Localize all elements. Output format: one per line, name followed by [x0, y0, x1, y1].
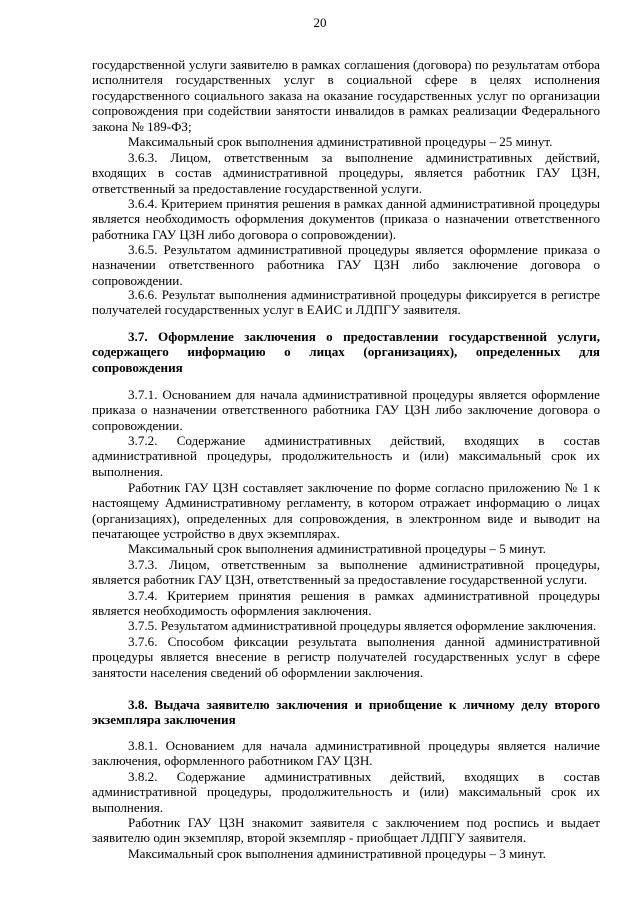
- paragraph-3-7-6: 3.7.6. Способом фиксации результата выполнения данной административной процедуры является внесение в регистр получателей государственных услуг в сфере занятости населения сведений об оформлении заключения.: [92, 634, 600, 680]
- section-heading-3-8: 3.8. Выдача заявителю заключения и приобщение к личному делу второго экземпляра заключения: [92, 697, 600, 728]
- paragraph-3-7-4: 3.7.4. Критерием принятия решения в рамках административной процедуры является необходимость оформления заключения.: [92, 588, 600, 619]
- paragraph-3-6-4: 3.6.4. Критерием принятия решения в рамках данной административной процедуры является необходимость оформления документов (приказа о назначении ответственного работника ГАУ ЦЗН либо договора о сопровождении).: [92, 196, 600, 242]
- paragraph-3-6-6: 3.6.6. Результат выполнения административной процедуры фиксируется в регистре получателей государственных услуг в ЕАИС и ЛДПГУ заявителя.: [92, 287, 600, 318]
- paragraph-max-time-3: Максимальный срок выполнения административной процедуры – 3 минут.: [128, 846, 546, 861]
- paragraph-max-time-25: Максимальный срок выполнения административной процедуры – 25 минут.: [128, 134, 553, 149]
- paragraph-3-6-3: 3.6.3. Лицом, ответственным за выполнение административных действий, входящих в состав административной процедуры, является работник ГАУ ЦЗН, ответственный за предоставление государственной услуги.: [92, 150, 600, 196]
- paragraph-3-6-5: 3.6.5. Результатом административной процедуры является оформление приказа о назначении ответственного работника ГАУ ЦЗН либо заключение договора о сопровождении.: [92, 242, 600, 288]
- paragraph-3-7-2: 3.7.2. Содержание административных действий, входящих в состав административной процедуры, продолжительность и (или) максимальный срок их выполнения.: [92, 433, 600, 479]
- section-heading-3-7: 3.7. Оформление заключения о предоставлении государственной услуги, содержащего информацию о лицах (организациях), определенных для сопровождения: [92, 329, 600, 375]
- paragraph-3-8-1: 3.8.1. Основанием для начала административной процедуры является наличие заключения, оформленного работником ГАУ ЦЗН.: [92, 738, 600, 769]
- paragraph-conclusion-form: Работник ГАУ ЦЗН составляет заключение по форме согласно приложению № 1 к настоящему Административному регламенту, в котором отражает информацию о лицах (организациях), определенных для сопровождения, в электронном виде и выводит на печатающее устройство в двух экземплярах.: [92, 480, 600, 542]
- paragraph-issue-conclusion: Работник ГАУ ЦЗН знакомит заявителя с заключением под роспись и выдает заявителю один экземпляр, второй экземпляр - приобщает ЛДПГУ заявителя.: [92, 815, 600, 846]
- paragraph-3-7-5: 3.7.5. Результатом административной процедуры является оформление заключения.: [128, 618, 597, 633]
- paragraph-3-7-1: 3.7.1. Основанием для начала административной процедуры является оформление приказа о назначении ответственного работника ГАУ ЦЗН либо заключение договора о сопровождении.: [92, 387, 600, 433]
- paragraph-3-8-2: 3.8.2. Содержание административных действий, входящих в состав административной процедуры, продолжительность и (или) максимальный срок их выполнения.: [92, 769, 600, 815]
- paragraph-max-time-5: Максимальный срок выполнения административной процедуры – 5 минут.: [128, 541, 546, 556]
- page-number: 20: [313, 15, 327, 30]
- paragraph-3-7-3: 3.7.3. Лицом, ответственным за выполнение административной процедуры, является работник ГАУ ЦЗН, ответственный за предоставление государственной услуги.: [92, 557, 600, 588]
- paragraph-continuation: государственной услуги заявителю в рамках соглашения (договора) по результатам отбора исполнителя государственных услуг в социальной сфере в целях исполнения государственного социального заказа на оказание государственных услуг по организации сопровождения при содействии занятости инвалидов в рамках реализации Федерального закона № 189-ФЗ;: [92, 57, 600, 134]
